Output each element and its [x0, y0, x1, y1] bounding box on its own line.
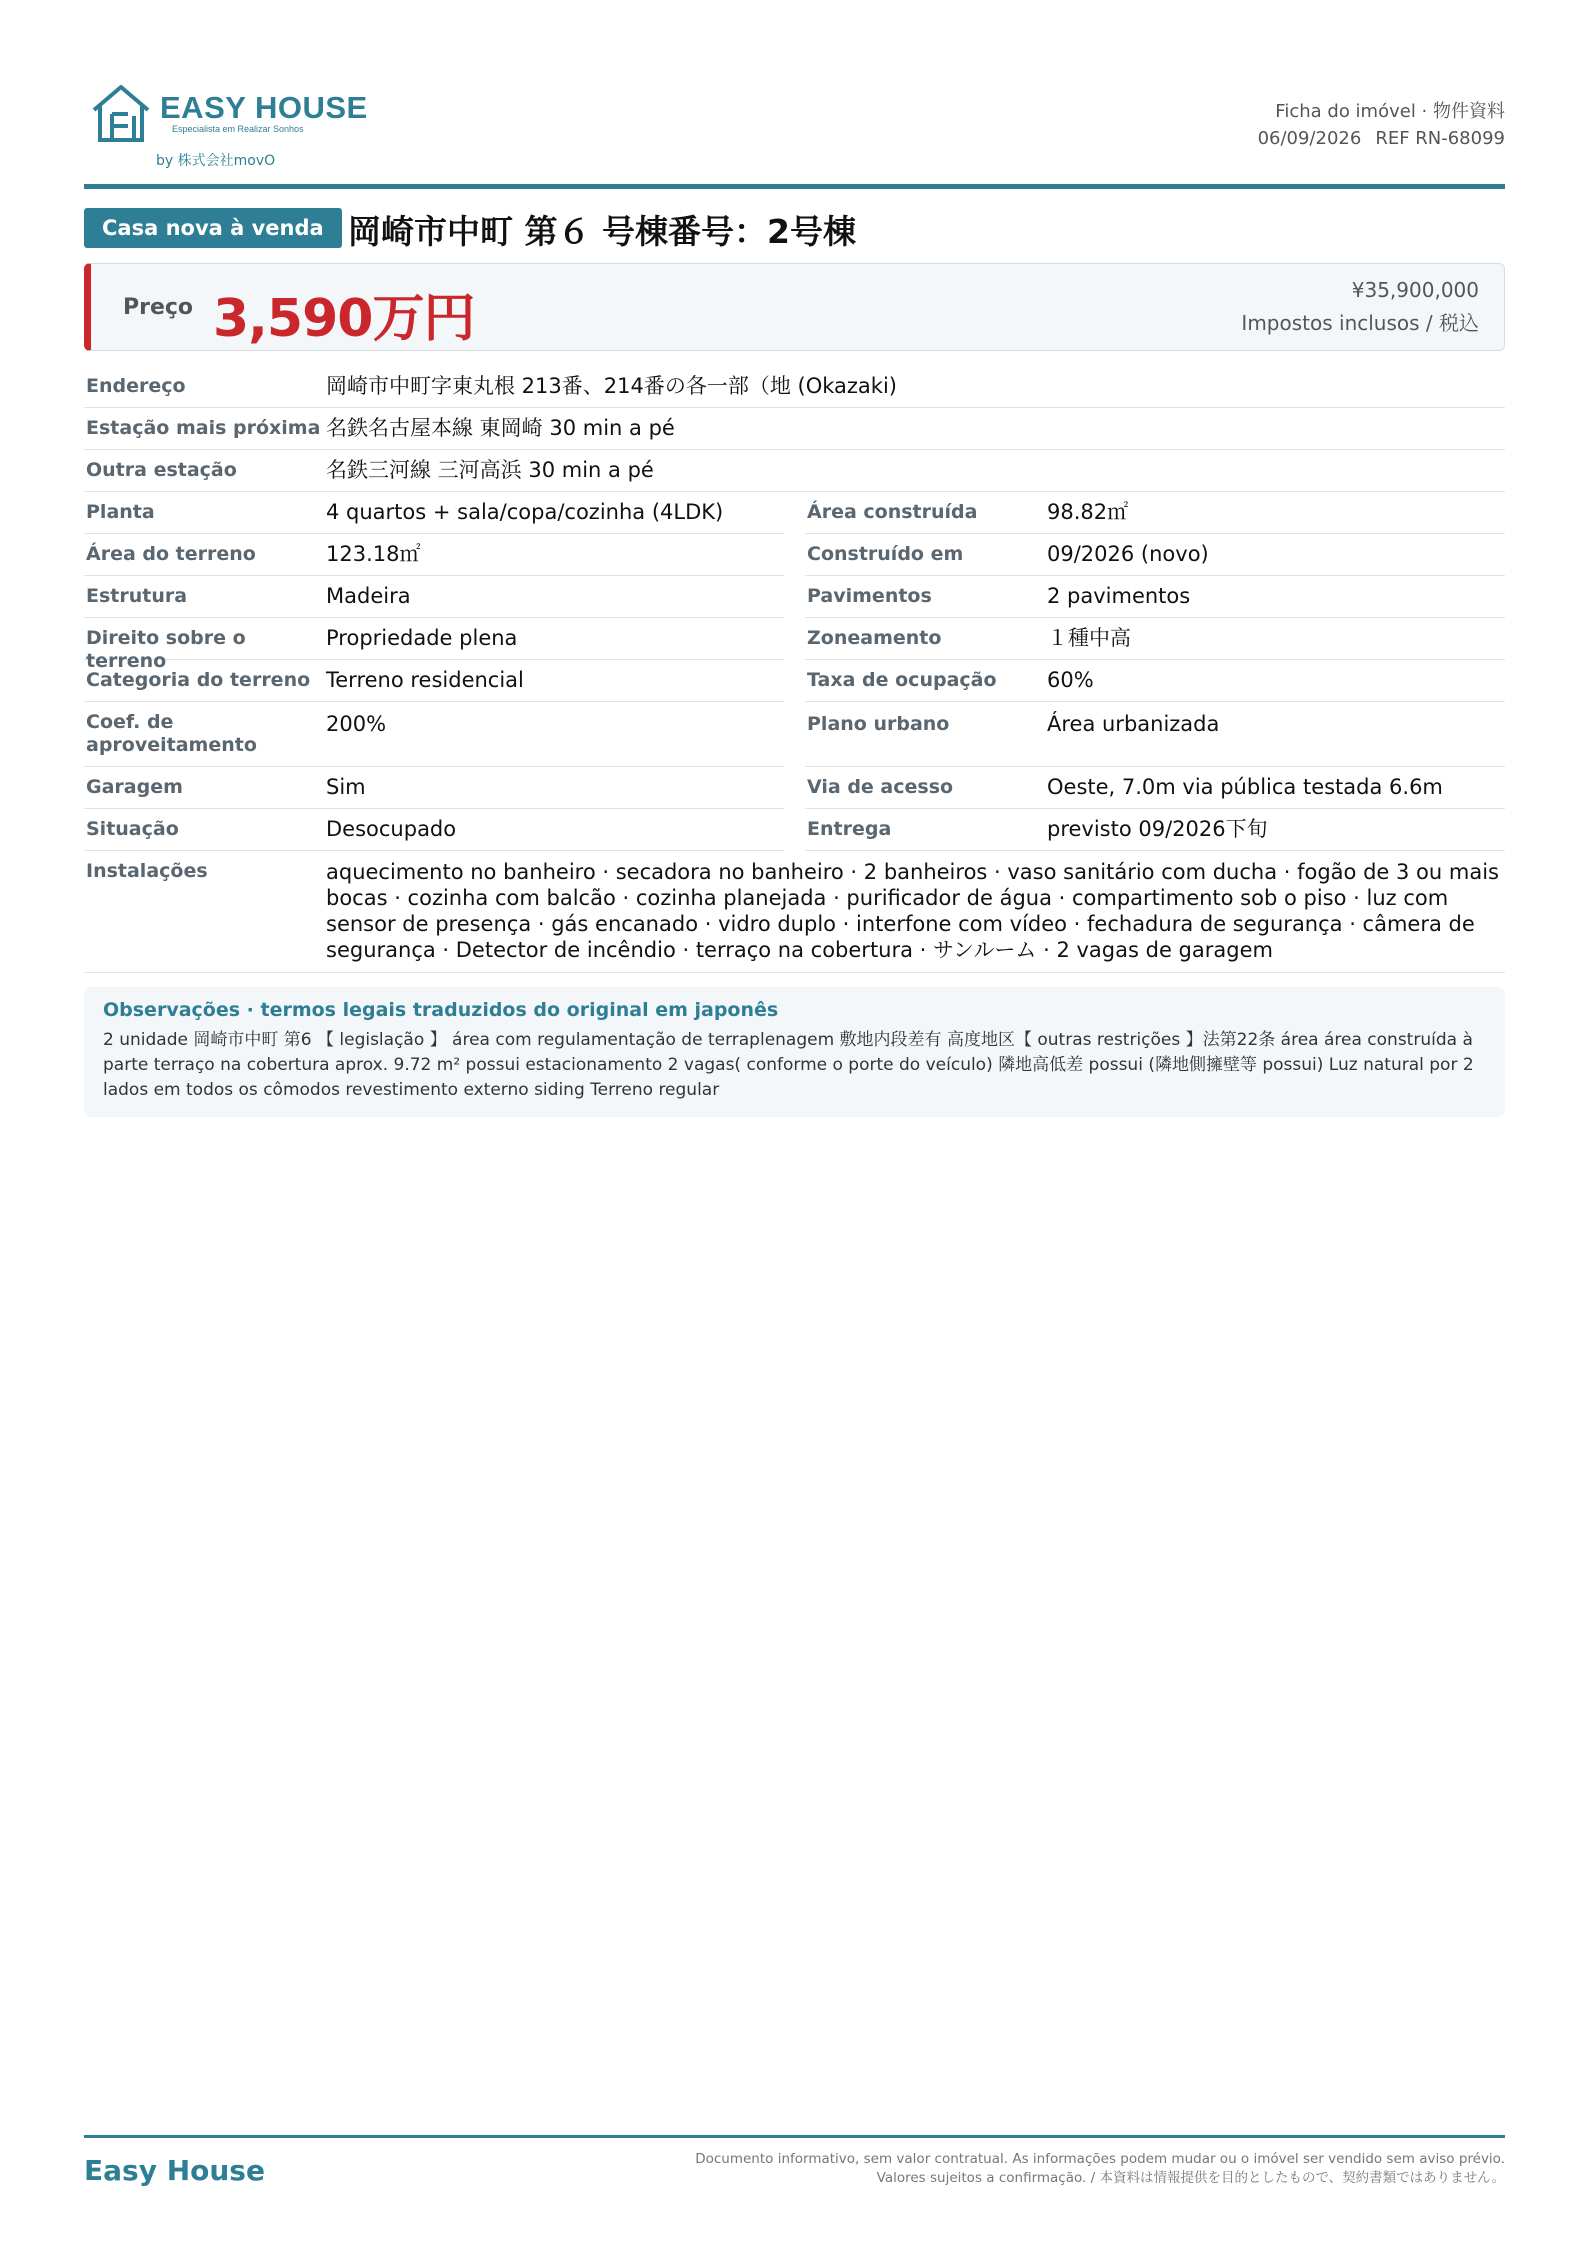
- spec-pair: [84, 492, 1505, 534]
- spec-row-other-station: [84, 450, 1505, 492]
- spec-label: Estação mais próxima: [86, 417, 321, 439]
- spec-pair: [84, 534, 1505, 576]
- spec-cell-far: [84, 702, 784, 767]
- spec-value: 4 quartos + sala/copa/cozinha (4LDK): [326, 500, 724, 524]
- spec-label: Taxa de ocupação: [807, 669, 997, 691]
- brand-tagline: Especialista em Realizar Sonhos: [172, 124, 304, 134]
- brand-by: by 株式会社movO: [156, 153, 276, 169]
- spec-cell-coverage: [805, 660, 1505, 702]
- spec-cell-land-area: [84, 534, 784, 576]
- price-label: Preço: [123, 295, 194, 320]
- spec-label: Zoneamento: [807, 627, 942, 649]
- spec-pair: [84, 660, 1505, 702]
- spec-cell-layout: [84, 492, 784, 534]
- listing-type-badge: Casa nova à venda: [84, 208, 342, 248]
- document-meta: [1258, 98, 1505, 152]
- spec-row-address: [84, 366, 1505, 408]
- spec-cell-floors: [805, 576, 1505, 618]
- brand-logo: [90, 82, 368, 172]
- spec-value: 60%: [1047, 668, 1094, 692]
- spec-cell-land-right: [84, 618, 784, 672]
- house-logo-icon: [90, 82, 152, 144]
- price-tax-note: Impostos inclusos / 税込: [1241, 311, 1479, 335]
- spec-label: Construído em: [807, 543, 964, 565]
- spec-value: 123.18㎡: [326, 542, 421, 566]
- observations-text: 2 unidade 岡崎市中町 第6 【 legislação 】 área com regulamentação de terraplenagem 敷地内段差有 高度地区【 outras restrições 】法第22条 área área construída à parte terraço na cobertura aprox. 9.72 m² possui estacionamento 2 vagas( conforme o porte do veículo) 隣地高低差 possui (隣地側擁壁等 possui) Luz natural por 2 lados em todos os cômodos revestimento externo siding Terreno regular: [103, 1030, 1474, 1100]
- spec-cell-delivery: [805, 809, 1505, 851]
- brand-name: EASY HOUSE: [160, 90, 368, 125]
- spec-label: Instalações: [86, 860, 208, 882]
- spec-value: Área urbanizada: [1047, 712, 1220, 736]
- spec-cell-structure: [84, 576, 784, 618]
- observations-title: Observações · termos legais traduzidos do original em japonês: [103, 999, 779, 1021]
- spec-value: 岡崎市中町字東丸根 213番、214番の各一部（地 (Okazaki): [326, 374, 897, 398]
- spec-cell-land-category: [84, 660, 784, 702]
- spec-value: Desocupado: [326, 817, 457, 841]
- spec-cell-status: [84, 809, 784, 851]
- spec-value: １種中高: [1047, 626, 1131, 650]
- spec-value: aquecimento no banheiro · secadora no banheiro · 2 banheiros · vaso sanitário com ducha · fogão de 3 ou mais bocas · cozinha com balcão · cozinha planejada · purificador de água · compartimento sob o piso · luz com sensor de presença · gás encanado · vidro duplo · interfone com vídeo · fechadura de segurança · câmera de segurança · Detector de incêndio · terraço na cobertura · サンルーム · 2 vagas de garagem: [326, 860, 1499, 962]
- header-divider: [84, 184, 1505, 189]
- spec-value: Oeste, 7.0m via pública testada 6.6m: [1047, 775, 1443, 799]
- price-yen: ¥35,900,000: [1351, 278, 1479, 302]
- spec-value: 名鉄名古屋本線 東岡崎 30 min a pé: [326, 416, 675, 440]
- price-value: 3,590万円: [213, 289, 475, 349]
- spec-value: Madeira: [326, 584, 411, 608]
- spec-pair: [84, 809, 1505, 851]
- spec-label: Pavimentos: [807, 585, 932, 607]
- document-ref: REF RN-68099: [1375, 128, 1505, 149]
- spec-label: Garagem: [86, 776, 183, 798]
- spec-row-station: [84, 408, 1505, 450]
- spec-label: Plano urbano: [807, 713, 950, 735]
- spec-value: 2 pavimentos: [1047, 584, 1191, 608]
- footer-divider: [84, 2135, 1505, 2138]
- spec-label: Estrutura: [86, 585, 188, 607]
- spec-label: Situação: [86, 818, 179, 840]
- spec-value: previsto 09/2026下旬: [1047, 817, 1268, 841]
- spec-value: 09/2026 (novo): [1047, 542, 1209, 566]
- price-box: [84, 263, 1505, 351]
- spec-label: Entrega: [807, 818, 892, 840]
- spec-pair: [84, 702, 1505, 767]
- spec-label: Área do terreno: [86, 543, 256, 565]
- property-title: 岡崎市中町 第６ 号棟番号：2号棟: [348, 212, 856, 251]
- spec-label: Via de acesso: [807, 776, 954, 798]
- spec-value: 98.82㎡: [1047, 500, 1129, 524]
- footer-disclaimer: Documento informativo, sem valor contratual. As informações podem mudar ou o imóvel ser vendido sem aviso prévio. Valores sujeitos a confirmação. / 本資料は情報提供を目的としたもので、契約書類ではありません。: [695, 2151, 1505, 2186]
- spec-cell-zoning: [805, 618, 1505, 660]
- spec-value: Sim: [326, 775, 366, 799]
- spec-value: Terreno residencial: [326, 668, 524, 692]
- spec-cell-garage: [84, 767, 784, 809]
- footer-brand: Easy House: [84, 2154, 265, 2187]
- spec-label: Categoria do terreno: [86, 669, 311, 691]
- spec-cell-road: [805, 767, 1505, 809]
- spec-label: Planta: [86, 501, 155, 523]
- spec-pair: [84, 767, 1505, 809]
- spec-pair: [84, 618, 1505, 672]
- spec-cell-urban-plan: [805, 702, 1505, 767]
- observations-box: [84, 987, 1505, 1117]
- spec-label: Área construída: [807, 501, 978, 523]
- spec-label: Direito sobre o terreno: [86, 627, 246, 672]
- document-date: 06/09/2026: [1257, 128, 1362, 149]
- spec-value: 200%: [326, 712, 387, 736]
- spec-value: Propriedade plena: [326, 626, 518, 650]
- document-type: Ficha do imóvel · 物件資料: [1275, 101, 1505, 122]
- spec-cell-built-area: [805, 492, 1505, 534]
- spec-value: 名鉄三河線 三河高浜 30 min a pé: [326, 458, 654, 482]
- spec-label: Endereço: [86, 375, 186, 397]
- spec-label: Outra estação: [86, 459, 237, 481]
- spec-row-facilities: [84, 851, 1505, 973]
- spec-cell-built-in: [805, 534, 1505, 576]
- spec-label: Coef. de aproveitamento: [86, 711, 257, 756]
- spec-table: [84, 366, 1505, 973]
- spec-pair: [84, 576, 1505, 618]
